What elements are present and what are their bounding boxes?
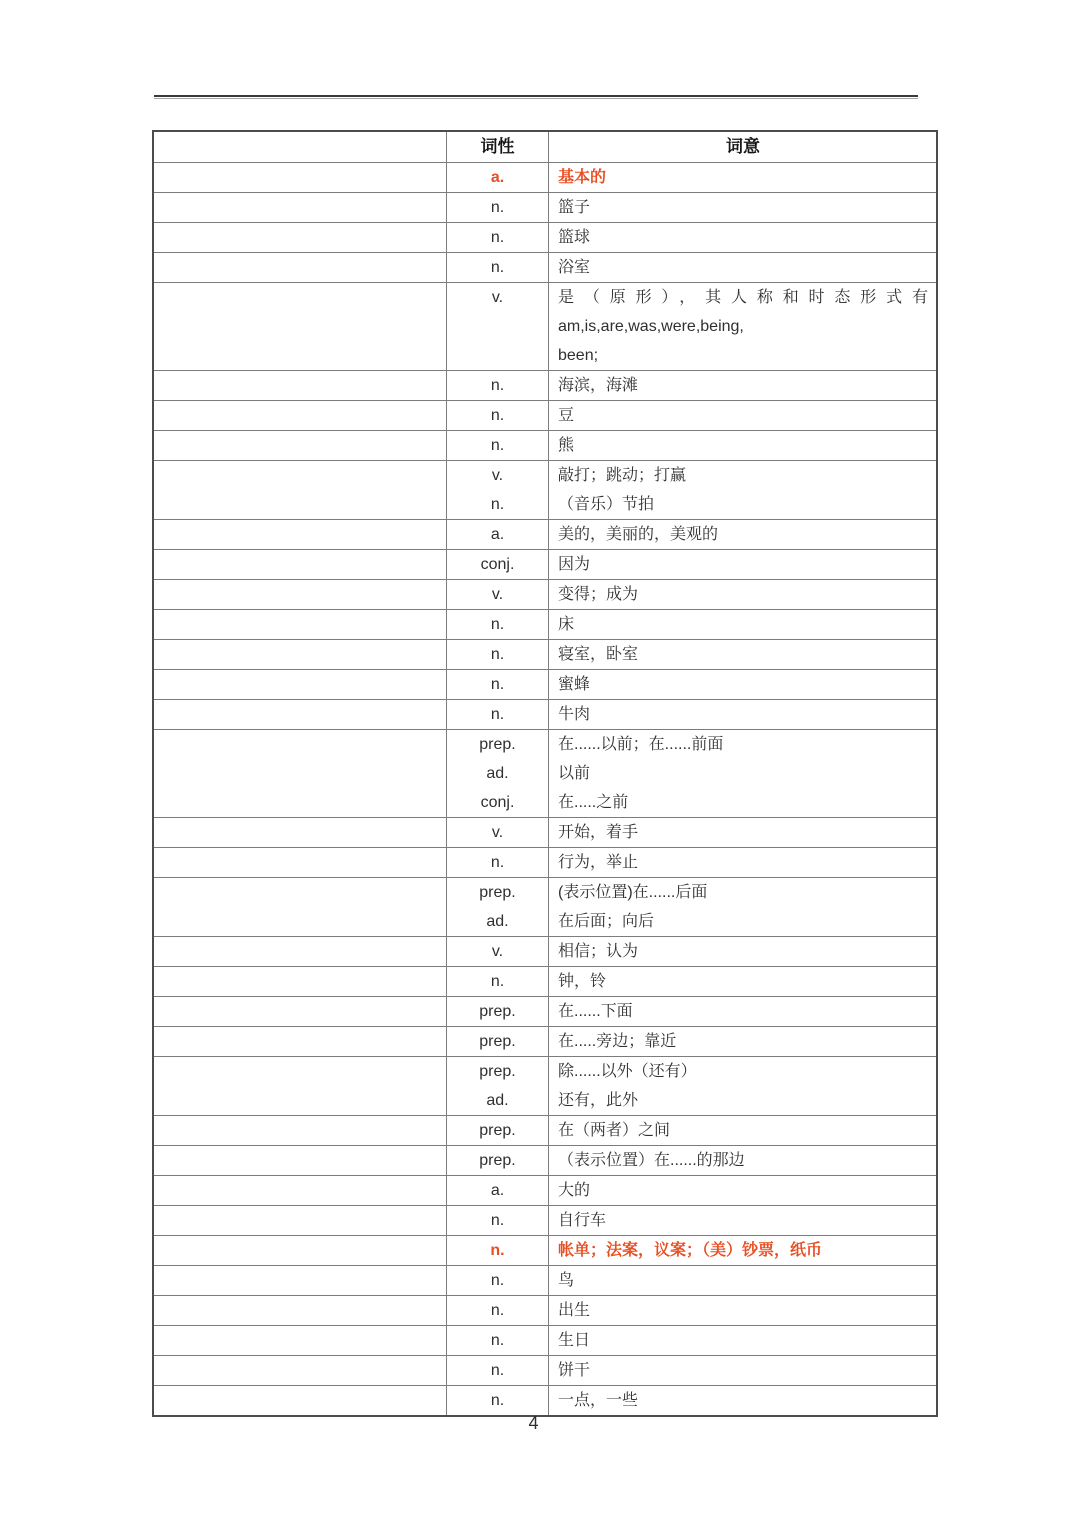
table-row: [153, 431, 937, 461]
table-row: [153, 520, 937, 550]
table-row: [153, 937, 937, 967]
header-meaning-cell: 词意: [549, 131, 938, 163]
meaning-text: 在......下面: [558, 1003, 633, 1020]
word-cell: [153, 1146, 447, 1176]
pos-label: v.: [491, 586, 504, 603]
pos-label: v.: [491, 467, 504, 484]
pos-cell: [447, 520, 549, 550]
table-row: [153, 848, 937, 878]
table-row: [153, 253, 937, 283]
table-row: [153, 1057, 937, 1116]
pos-label: conj.: [480, 794, 515, 811]
meaning-cell: [549, 431, 938, 461]
meaning-text: 基本的: [558, 169, 607, 186]
pos-label: n.: [490, 437, 505, 454]
pos-label: a.: [490, 169, 505, 186]
word-cell: [153, 1176, 447, 1206]
meaning-cell: [549, 253, 938, 283]
table-row: [153, 461, 937, 520]
word-cell: [153, 1326, 447, 1356]
word-cell: [153, 520, 447, 550]
meaning-text: 钟，铃: [558, 973, 607, 990]
meaning-cell: [549, 878, 938, 937]
meaning-cell: [549, 670, 938, 700]
table-row: [153, 580, 937, 610]
meaning-text: 蜜蜂: [558, 676, 591, 693]
table-row: [153, 997, 937, 1027]
word-cell: [153, 730, 447, 818]
pos-label: n.: [490, 1272, 505, 1289]
meaning-cell: [549, 550, 938, 580]
pos-label: a.: [490, 526, 505, 543]
pos-label: conj.: [480, 556, 515, 573]
word-cell: [153, 283, 447, 371]
page-number: 4: [528, 1413, 539, 1433]
meaning-text: 在后面；向后: [558, 913, 655, 930]
meaning-text: 一点，一些: [558, 1392, 639, 1409]
meaning-text: am,is,are,was,were,being,: [558, 318, 744, 335]
table-row: [153, 1027, 937, 1057]
word-cell: [153, 1206, 447, 1236]
word-cell: [153, 878, 447, 937]
meaning-text: 饼干: [558, 1362, 591, 1379]
meaning-text: （表示位置）在......的那边: [558, 1152, 745, 1169]
meaning-cell: [549, 1146, 938, 1176]
pos-label: prep.: [479, 1063, 516, 1080]
table-row: [153, 371, 937, 401]
table-row: [153, 670, 937, 700]
pos-label: n.: [490, 377, 505, 394]
vocab-table-body: [153, 163, 937, 1417]
meaning-text: 是（原形），其人称和时态形式有: [558, 289, 928, 306]
meaning-cell: [549, 520, 938, 550]
word-cell: [153, 371, 447, 401]
meaning-text: 在.....之前: [558, 794, 629, 811]
meaning-cell: [549, 967, 938, 997]
pos-cell: [447, 818, 549, 848]
pos-label: prep.: [479, 1122, 516, 1139]
word-cell: [153, 431, 447, 461]
word-cell: [153, 818, 447, 848]
meaning-cell: [549, 1356, 938, 1386]
table-row: [153, 193, 937, 223]
pos-label: v.: [491, 824, 504, 841]
table-row: [153, 1236, 937, 1266]
meaning-text: 行为，举止: [558, 854, 639, 871]
meaning-cell: [549, 640, 938, 670]
meaning-cell: [549, 1266, 938, 1296]
pos-label: [447, 312, 548, 341]
pos-cell: [447, 1176, 549, 1206]
pos-label: n.: [490, 854, 505, 871]
table-row: [153, 610, 937, 640]
table-row: [153, 1386, 937, 1417]
meaning-text: 还有，此外: [558, 1092, 639, 1109]
pos-label: n.: [490, 259, 505, 276]
pos-label: n.: [490, 973, 505, 990]
pos-label: n.: [490, 199, 505, 216]
meaning-text: 熊: [558, 437, 575, 454]
table-row: [153, 640, 937, 670]
word-cell: [153, 610, 447, 640]
meaning-cell: [549, 848, 938, 878]
pos-label: n.: [490, 646, 505, 663]
meaning-text: 牛肉: [558, 706, 591, 723]
pos-label: a.: [490, 1182, 505, 1199]
pos-label: n.: [490, 229, 505, 246]
meaning-cell: [549, 193, 938, 223]
word-cell: [153, 967, 447, 997]
pos-label: n.: [490, 616, 505, 633]
pos-cell: [447, 1206, 549, 1236]
word-cell: [153, 997, 447, 1027]
word-cell: [153, 1386, 447, 1417]
meaning-cell: [549, 283, 938, 371]
table-row: [153, 818, 937, 848]
pos-label: n.: [490, 1212, 505, 1229]
pos-cell: [447, 848, 549, 878]
pos-cell: [447, 670, 549, 700]
pos-label: ad.: [486, 1092, 509, 1109]
word-cell: [153, 848, 447, 878]
meaning-text: 豆: [558, 407, 575, 424]
meaning-cell: [549, 1027, 938, 1057]
meaning-cell: [549, 1326, 938, 1356]
meaning-cell: [549, 223, 938, 253]
meaning-cell: [549, 1176, 938, 1206]
table-row: [153, 163, 937, 193]
word-cell: [153, 580, 447, 610]
pos-cell: [447, 1236, 549, 1266]
table-header-row: [153, 131, 937, 163]
meaning-cell: [549, 997, 938, 1027]
table-row: [153, 1266, 937, 1296]
meaning-cell: [549, 1206, 938, 1236]
word-cell: [153, 1296, 447, 1326]
meaning-text: 海滨，海滩: [558, 377, 639, 394]
pos-label: prep.: [479, 1033, 516, 1050]
word-cell: [153, 401, 447, 431]
pos-cell: [447, 283, 549, 371]
meaning-text: 在.....旁边；靠近: [558, 1033, 677, 1050]
header-rule: [154, 95, 918, 99]
pos-cell: [447, 997, 549, 1027]
pos-cell: [447, 461, 549, 520]
meaning-text: 相信；认为: [558, 943, 639, 960]
meaning-text: 出生: [558, 1302, 591, 1319]
pos-cell: [447, 1356, 549, 1386]
word-cell: [153, 1356, 447, 1386]
table-row: [153, 878, 937, 937]
meaning-cell: [549, 461, 938, 520]
pos-label: n.: [490, 1242, 505, 1259]
meaning-text: 大的: [558, 1182, 591, 1199]
pos-label: n.: [490, 496, 505, 513]
pos-cell: [447, 1266, 549, 1296]
meaning-text: 以前: [558, 765, 591, 782]
pos-cell: [447, 371, 549, 401]
pos-cell: [447, 580, 549, 610]
pos-label: n.: [490, 1302, 505, 1319]
meaning-cell: [549, 1386, 938, 1417]
pos-cell: [447, 1116, 549, 1146]
meaning-text: 自行车: [558, 1212, 607, 1229]
pos-cell: [447, 878, 549, 937]
pos-cell: [447, 640, 549, 670]
table-row: [153, 223, 937, 253]
pos-label: n.: [490, 407, 505, 424]
word-cell: [153, 1116, 447, 1146]
pos-cell: [447, 967, 549, 997]
table-row: [153, 967, 937, 997]
meaning-cell: [549, 580, 938, 610]
word-cell: [153, 1027, 447, 1057]
word-cell: [153, 223, 447, 253]
pos-cell: [447, 550, 549, 580]
table-row: [153, 401, 937, 431]
meaning-text: 美的，美丽的，美观的: [558, 526, 719, 543]
meaning-cell: [549, 1296, 938, 1326]
pos-cell: [447, 700, 549, 730]
meaning-text: 在......以前；在......前面: [558, 736, 724, 753]
meaning-cell: [549, 730, 938, 818]
meaning-text: 除......以外（还有）: [558, 1063, 697, 1080]
word-cell: [153, 193, 447, 223]
meaning-text: 帐单；法案，议案；（美）钞票，纸币: [558, 1242, 823, 1259]
meaning-text: 生日: [558, 1332, 591, 1349]
header-word-cell: [153, 131, 447, 163]
meaning-cell: [549, 700, 938, 730]
meaning-text: 浴室: [558, 259, 591, 276]
meaning-text: 鸟: [558, 1272, 575, 1289]
pos-label: n.: [490, 1392, 505, 1409]
meaning-text: been;: [558, 347, 599, 364]
word-cell: [153, 1266, 447, 1296]
meaning-cell: [549, 1057, 938, 1116]
pos-label: n.: [490, 676, 505, 693]
meaning-text: 篮球: [558, 229, 591, 246]
word-cell: [153, 700, 447, 730]
pos-cell: [447, 193, 549, 223]
word-cell: [153, 550, 447, 580]
table-row: [153, 283, 937, 371]
table-row: [153, 1296, 937, 1326]
pos-label: [447, 341, 548, 370]
meaning-cell: [549, 610, 938, 640]
table-row: [153, 1116, 937, 1146]
table-row: [153, 1356, 937, 1386]
meaning-cell: [549, 1116, 938, 1146]
table-row: [153, 550, 937, 580]
meaning-text: (表示位置)在......后面: [558, 884, 708, 901]
pos-label: ad.: [486, 913, 509, 930]
table-row: [153, 1146, 937, 1176]
pos-cell: [447, 1057, 549, 1116]
pos-cell: [447, 1146, 549, 1176]
meaning-cell: [549, 937, 938, 967]
pos-cell: [447, 730, 549, 818]
table-row: [153, 1326, 937, 1356]
pos-label: prep.: [479, 1003, 516, 1020]
meaning-text: 在（两者）之间: [558, 1122, 671, 1139]
pos-cell: [447, 401, 549, 431]
meaning-text: 敲打；跳动；打赢: [558, 467, 687, 484]
table-row: [153, 1206, 937, 1236]
pos-label: ad.: [486, 765, 509, 782]
meaning-cell: [549, 371, 938, 401]
meaning-text: 寝室，卧室: [558, 646, 639, 663]
table-row: [153, 700, 937, 730]
table-row: [153, 730, 937, 818]
word-cell: [153, 670, 447, 700]
word-cell: [153, 461, 447, 520]
meaning-text: 因为: [558, 556, 591, 573]
meaning-text: 变得；成为: [558, 586, 639, 603]
meaning-text: （音乐）节拍: [558, 496, 655, 513]
pos-label: prep.: [479, 1152, 516, 1169]
pos-label: n.: [490, 706, 505, 723]
meaning-cell: [549, 818, 938, 848]
word-cell: [153, 640, 447, 670]
meaning-cell: [549, 163, 938, 193]
meaning-text: 床: [558, 616, 575, 633]
word-cell: [153, 1057, 447, 1116]
pos-label: v.: [491, 943, 504, 960]
pos-cell: [447, 223, 549, 253]
meaning-text: 篮子: [558, 199, 591, 216]
word-cell: [153, 1236, 447, 1266]
pos-cell: [447, 1386, 549, 1417]
pos-cell: [447, 253, 549, 283]
pos-label: v.: [491, 289, 504, 306]
pos-label: n.: [490, 1362, 505, 1379]
pos-cell: [447, 1326, 549, 1356]
pos-cell: [447, 610, 549, 640]
pos-cell: [447, 937, 549, 967]
pos-cell: [447, 1027, 549, 1057]
meaning-cell: [549, 1236, 938, 1266]
meaning-text: 开始，着手: [558, 824, 639, 841]
pos-label: prep.: [479, 736, 516, 753]
pos-cell: [447, 163, 549, 193]
word-cell: [153, 163, 447, 193]
pos-cell: [447, 431, 549, 461]
pos-label: prep.: [479, 884, 516, 901]
pos-cell: [447, 1296, 549, 1326]
table-row: [153, 1176, 937, 1206]
vocab-table: [152, 130, 938, 1417]
pos-label: n.: [490, 1332, 505, 1349]
word-cell: [153, 253, 447, 283]
word-cell: [153, 937, 447, 967]
meaning-cell: [549, 401, 938, 431]
header-pos-cell: 词性: [447, 131, 549, 163]
